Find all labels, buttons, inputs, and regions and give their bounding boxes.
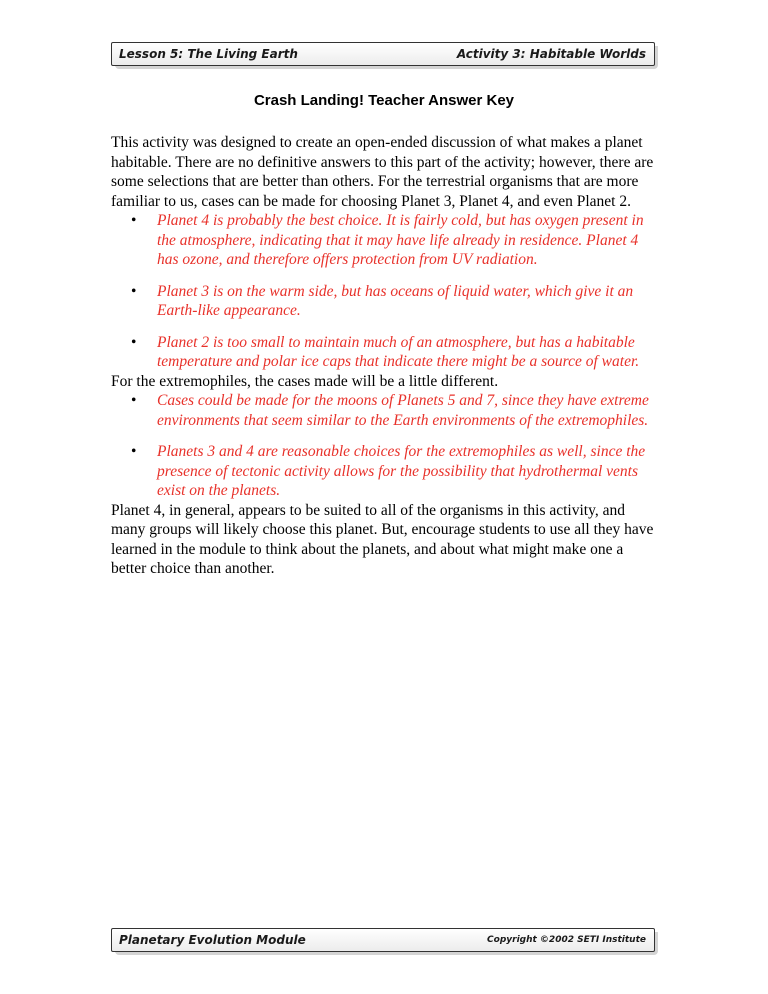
header-bar (111, 42, 655, 66)
answer-text: Planet 3 is on the warm side, but has oceans of liquid water, which give it an Earth-like appearance. (157, 282, 634, 319)
answer-text: Planets 3 and 4 are reasonable choices for the extremophiles as well, since the presence of tectonic activity allows for the possibility that hydrothermal vents exist on the planets. (157, 443, 646, 499)
terrestrial-answer-list (111, 211, 659, 372)
page-footer (111, 928, 655, 952)
document-body (111, 133, 659, 579)
bullet-icon: • (131, 443, 137, 460)
activity-title: Activity 3: Habitable Worlds (456, 47, 646, 61)
intro-paragraph: This activity was designed to create an open-ended discussion of what makes a planet habitable. There are no definitive answers to this part of the activity; however, there are some selections that are better than others. For the terrestrial organisms that are more familiar to us, cases can be made for choosing Planet 3, Planet 4, and even Planet 2. (111, 134, 654, 210)
bullet-icon: • (131, 333, 137, 351)
lesson-title: Lesson 5: The Living Earth (119, 47, 298, 61)
closing-paragraph: Planet 4, in general, appears to be suited to all of the organisms in this activity, and many groups will likely choose this planet. But, encourage students to use all they have learned in the module to think about the planets, and about what might make one a better choice than another. (111, 501, 654, 577)
document-title: Crash Landing! Teacher Answer Key (253, 92, 515, 109)
list-item (111, 211, 659, 270)
answer-text: Planet 4 is probably the best choice. It is fairly cold, but has oxygen present in the atmosphere, indicating that it may have life already in residence. Planet 4 has ozone, and therefore offers protection from UV radiation. (157, 212, 644, 268)
list-item (111, 391, 659, 430)
extremophiles-paragraph: For the extremophiles, the cases made will be a little different. (111, 372, 499, 390)
page-header (111, 42, 655, 66)
list-item (111, 333, 659, 372)
answer-text: Cases could be made for the moons of Planets 5 and 7, since they have extreme environments that seem similar to the Earth environments of the extremophiles. (157, 392, 649, 429)
bullet-icon: • (131, 212, 137, 229)
copyright-notice: Copyright ©2002 SETI Institute (487, 935, 646, 945)
extremophile-answer-list (111, 391, 659, 501)
bullet-icon: • (131, 392, 137, 409)
list-item (111, 442, 659, 501)
footer-bar (111, 928, 655, 952)
module-name: Planetary Evolution Module (119, 933, 306, 947)
list-item (111, 282, 659, 321)
answer-text: Planet 2 is too small to maintain much of an atmosphere, but has a habitable temperature and polar ice caps that indicate there might be a source of water. (157, 333, 640, 370)
bullet-icon: • (131, 282, 137, 300)
